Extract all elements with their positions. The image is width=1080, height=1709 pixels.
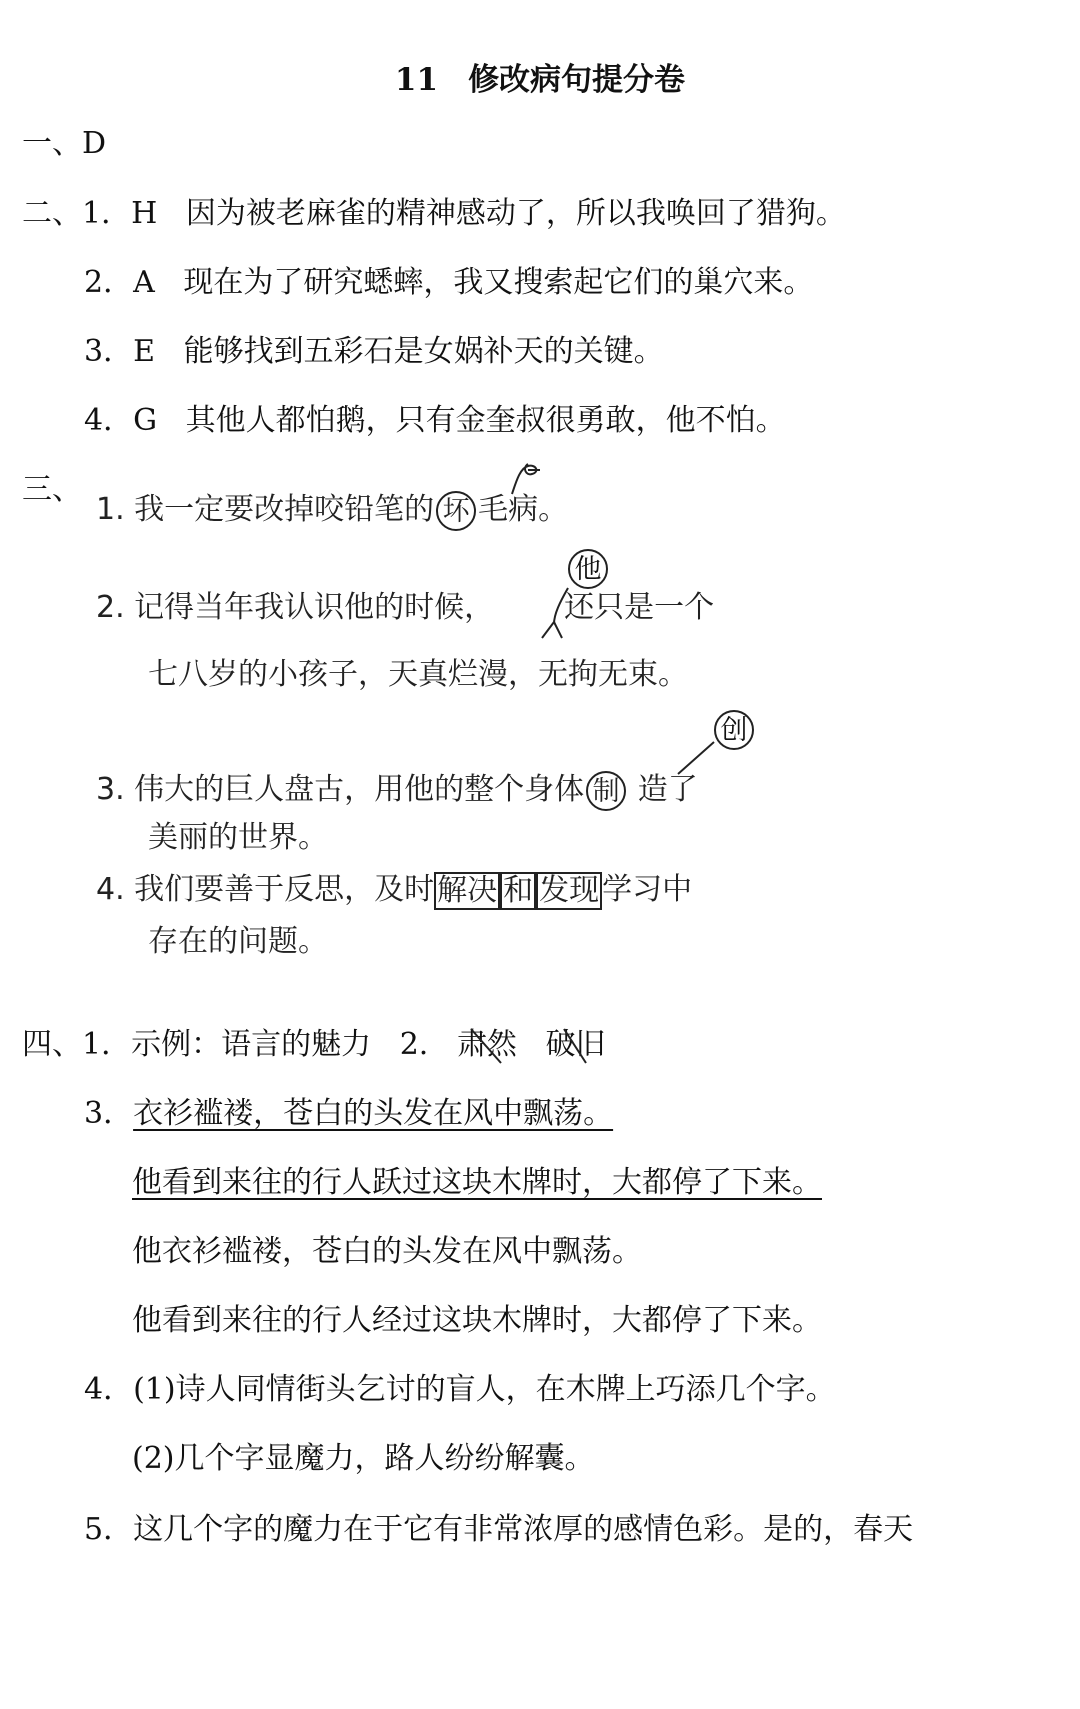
item-text: 还只是一个 [564, 590, 715, 625]
section-2-item-1 [22, 194, 846, 234]
item-number: 4. [96, 872, 125, 907]
item-text: 能够找到五彩石是女娲补天的关键。 [183, 334, 664, 369]
section-3-item-3-line-2: 美丽的世界。 [148, 820, 328, 855]
section-2-label: 二、 [22, 196, 82, 231]
section-4-item-3-line-1 [84, 1094, 613, 1134]
swap-box-1: 解决 [434, 872, 500, 910]
item-text: 毛病。 [478, 492, 569, 527]
item-number: 2． [84, 265, 134, 300]
title-text: 修改病句提分卷 [468, 62, 686, 98]
section-4-item-4-line-2: (2)几个字显魔力，路人纷纷解囊。 [132, 1441, 595, 1476]
section-4-item-1 [22, 1025, 606, 1065]
item-text: 因为被老麻雀的精神感动了，所以我唤回了猎狗。 [185, 196, 846, 231]
struck-word-1 [457, 1025, 517, 1065]
replaced-circle: 制 [586, 771, 626, 811]
item-text: 其他人都怕鹅，只有金奎叔很勇敢，他不怕。 [185, 403, 786, 438]
item-letter: G [133, 403, 158, 438]
item-text: 造了 [637, 772, 698, 807]
section-1 [22, 124, 106, 164]
section-4-item-3-line-4: 他看到来往的行人经过这块木牌时，大都停了下来。 [132, 1303, 822, 1338]
item-text: 学习中 [602, 872, 693, 907]
item-text: 示例：语言的魅力 [131, 1027, 372, 1062]
section-3-item-4-line-2: 存在的问题。 [148, 924, 328, 959]
item-number: 4． [84, 403, 134, 438]
insertion-circle: 他 [568, 549, 608, 589]
section-4-item-3-line-2 [132, 1163, 822, 1203]
section-3-item-3-line-1 [96, 770, 698, 811]
item-number: 5． [84, 1512, 134, 1547]
item-number: 3. [96, 772, 125, 807]
section-3-item-2-line-2: 七八岁的小孩子，天真烂漫，无拘无束。 [148, 657, 688, 692]
strike-mark [546, 1025, 606, 1065]
section-3-label: 三、 [22, 472, 82, 507]
replacement-circle: 创 [714, 710, 754, 750]
item-text: (1)诗人同情街头乞讨的盲人，在木牌上巧添几个字。 [133, 1372, 836, 1407]
item-text: 这几个字的魔力在于它有非常浓厚的感情色彩。是的，春天 [133, 1512, 914, 1547]
item-number: 1． [82, 1027, 132, 1062]
word-text: 破旧 [545, 1027, 606, 1062]
insertion-caret-mark [536, 586, 576, 642]
item-letter: H [131, 196, 158, 231]
section-4-item-4-line-1 [84, 1370, 836, 1410]
item-number: 2. [96, 590, 125, 625]
item-number: 1． [82, 196, 132, 231]
swap-box-3: 发现 [536, 872, 602, 910]
item-text: 我们要善于反思，及时 [134, 872, 435, 907]
section-4-label: 四、 [22, 1027, 82, 1062]
deletion-loop-mark [498, 458, 548, 498]
struck-word-2 [546, 1025, 606, 1065]
item-number: 3． [84, 334, 134, 369]
section-1-answer: D [82, 126, 107, 161]
strike-mark [457, 1025, 517, 1065]
deletion-circle: 坏 [436, 491, 476, 531]
swap-box-2: 和 [500, 872, 536, 910]
section-2-item-4 [84, 401, 786, 441]
item-letter: A [133, 265, 155, 300]
section-2-item-3 [84, 332, 664, 372]
section-1-label: 一、 [22, 126, 82, 161]
item-number: 4． [84, 1372, 134, 1407]
item-letter: E [133, 334, 155, 369]
item-number: 3． [84, 1096, 134, 1131]
item-number: 2. [399, 1027, 429, 1062]
item-text: 现在为了研究蟋蟀，我又搜索起它们的巢穴来。 [183, 265, 814, 300]
item-text: 记得当年我认识他的时候， [134, 590, 495, 625]
title-number: 11 [394, 62, 439, 98]
section-2-item-2 [84, 263, 813, 303]
section-3-item-4-line-1 [96, 870, 692, 910]
underlined-text: 衣衫褴褛，苍白的头发在风中飘荡。 [133, 1096, 614, 1131]
underlined-text: 他看到来往的行人跃过这块木牌时，大都停了下来。 [132, 1165, 822, 1200]
item-text: 伟大的巨人盘古，用他的整个身体 [134, 772, 585, 807]
section-4-item-5 [84, 1510, 913, 1550]
section-3-item-2-line-1 [96, 588, 714, 628]
item-text: 我一定要改掉咬铅笔的 [134, 492, 435, 527]
word-text: 肃然 [456, 1027, 517, 1062]
page-title [0, 58, 1080, 102]
section-4-item-3-line-3: 他衣衫褴褛，苍白的头发在风中飘荡。 [132, 1234, 642, 1269]
item-number: 1. [96, 492, 125, 527]
